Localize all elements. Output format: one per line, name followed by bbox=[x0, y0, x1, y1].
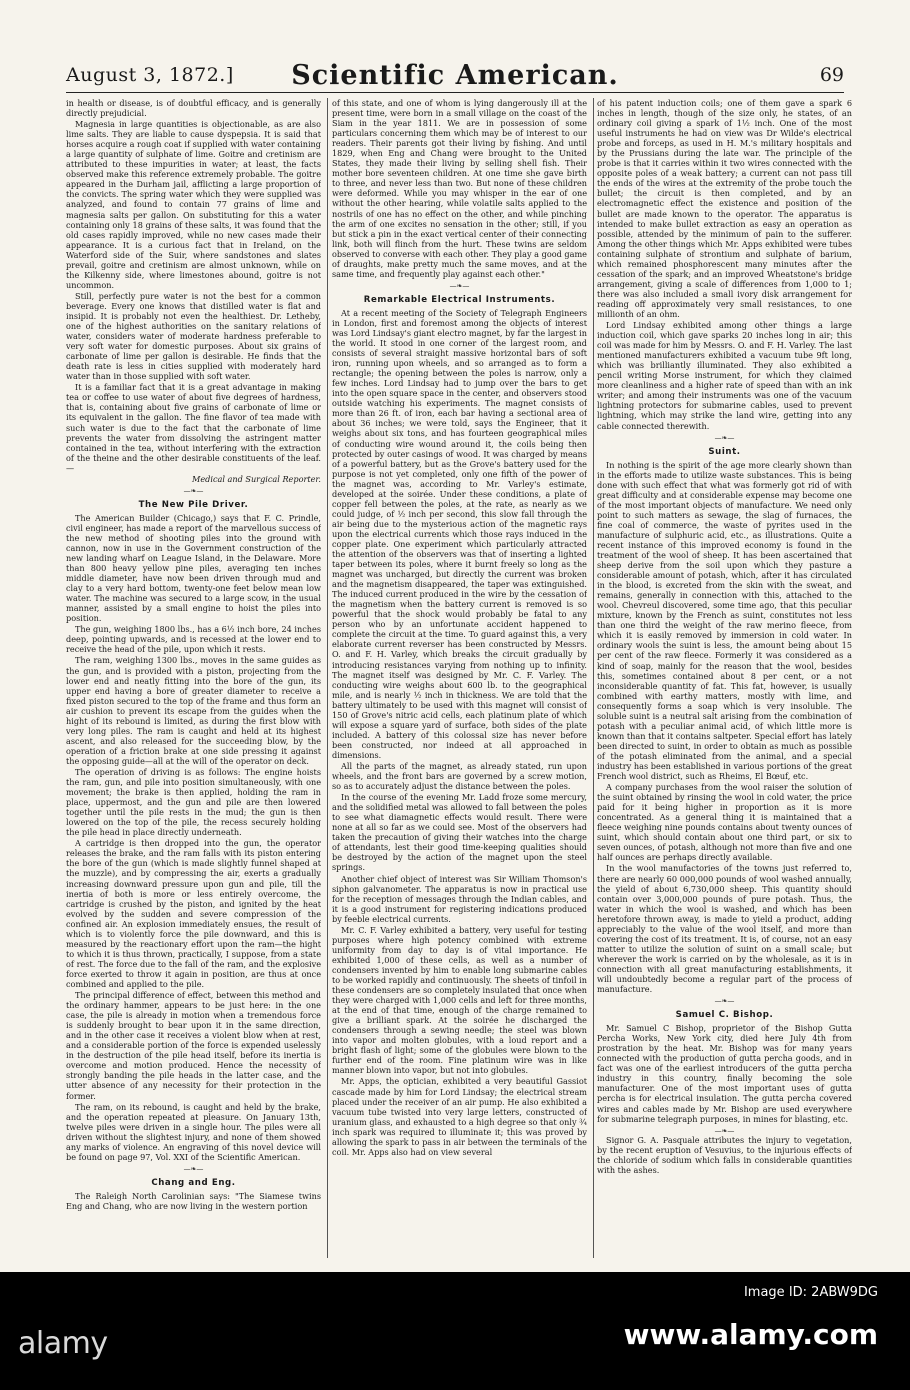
paragraph: The ram, weighing 1300 lbs., moves in the same guides as the gun, and is provided with a piston, projecting from the lower end and neatly fitting into the bore of the gun, its upper end having a bore of greater diameter to receive a fixed piston secured to the top of the frame and thus form an air cushion to prevent its escape from the guides when the hight of its rebound is limited, as during the first blow with very long piles. The ram is caught and held at its highest ascent, and also released for the succeeding blow, by the operation of a friction brake at one side pressing it against the opposing guide—all at the will of the operator on deck. bbox=[66, 655, 321, 766]
article-columns bbox=[66, 98, 852, 1258]
paragraph: Lord Lindsay exhibited among other things a large induction coil, which gave sparks 20 inches long in air; this coil was made for him by Messrs. O. and F. H. Varley. The last mentioned manufacturers exhibited a vacuum tube 9ft long, which was brilliantly illuminated. They also exhibited a pencil writing Morse instrument, for which they claimed more cleanliness and a higher rate of speed than with an ink writer; and among their instruments was one of the vacuum lightning protectors for submarine cables, used to prevent lightning, which may strike the land wire, getting into any cable connected therewith. bbox=[597, 320, 852, 431]
headline-suint: Suint. bbox=[708, 446, 741, 457]
column-right bbox=[597, 98, 852, 1258]
paragraph: The gun, weighing 1800 lbs., has a 6½ inch bore, 24 inches deep, pointing upwards, and is recessed at the lower end to receive the head of the pile, upon which it rests. bbox=[66, 624, 321, 655]
headline-electrical-instruments: Remarkable Electrical Instruments. bbox=[363, 294, 556, 305]
paragraph: The ram, on its rebound, is caught and held by the brake, and the operation repeated at pleasure. On January 13th, twelve piles were driven in a single hour. The piles were all driven without the slightest injury, and none of them showed any marks of violence. An engraving of this novel device will be found on page 97, Vol. XXI of the Scientific American. bbox=[66, 1101, 321, 1162]
stock-credit-bar bbox=[0, 1272, 910, 1390]
paragraph: The principal difference of effect, between this method and the ordinary hammer, appears to be just here: in the one case, the pile is already in motion when a tremendous force is suddenly brought to bear upon it in the same direction, and in the other case it receives a violent blow when at rest, and a considerable portion of the force is expended uselessly in the destruction of the pile head itself, before its inertia is overcome and motion produced. Hence the necessity of strongly banding the pile heads in the latter case, and the utter absence of any necessity for their protection in the former. bbox=[66, 990, 321, 1101]
image-id-label: Image ID: 2ABW9DG bbox=[743, 1285, 878, 1300]
page-number: 69 bbox=[819, 64, 844, 86]
paragraph: At a recent meeting of the Society of Telegraph Engineers in London, first and foremost among the objects of interest was Lord Lindsay's giant electro magnet, by far the largest in the world. It stood in one corner of the largest room, and consists of several straight massive horizontal bars of soft iron, running upon wheels, and so arranged as to form a rectangle; the opening between the poles is narrow, only a few inches. Lord Lindsay had to jump over the bars to get into the open square space in the center, and observers stood outside watching his experiments. The magnet consists of more than 26 ft. of iron, each bar having a sectional area of about 36 inches; we were told, says the Engineer, that it weighs about six tons, and has fourteen geographical miles of conducting wire wound around it, the coils being then protected by outer casings of wood. It was charged by means of a powerful battery, but as the Grove's battery used for the purpose is not yet completed, only one fifth of the power of the magnet was, according to Mr. Varley's estimate, developed at the soirée. Under these conditions, a plate of copper fell between the poles, at the rate, as nearly as we could judge, of ½ inch per second, this slow fall through the air being due to the mysterious action of the magnetic rays upon the electrical currents which those rays induced in the copper plate. One experiment which particularly attracted the attention of the observers was that of inserting a lighted taper between its poles, where it burnt freely so long as the magnet was uncharged, but directly the current was broken and the magnetism disappeared, the taper was extinguished. The induced current produced in the wire by the cessation of the magnetism when the battery current is removed is so powerful that the shock would probably be fatal to any person who by an unfortunate accident happened to complete the circuit at the time. To guard against this, a very elaborate current reverser has been constructed by Messrs. O. and F. H. Varley, which breaks the circuit gradually by introducing resistances varying from nothing up to infinity. The magnet itself was designed by Mr. C. F. Varley. The conducting wire weighs about 600 lb. to the geographical mile, and is nearly ½ inch in thickness. We are told that the battery ultimately to be used with this magnet will consist of 150 of Grove's nitric acid cells, each platinum plate of which will expose a square yard of surface, both sides of the plate included. A battery of this colossal size has never before been constructed, nor indeed at all approached in dimensions. bbox=[332, 307, 587, 760]
headline-samuel-bishop: Samuel C. Bishop. bbox=[675, 1010, 774, 1021]
page-header bbox=[66, 62, 844, 93]
paragraph: Still, perfectly pure water is not the best for a common beverage. Every one knows that distilled water is flat and insipid. It is probably not even the healthiest. Dr. Letheby, one of the highest authorities on the sanitary relations of water, considers water of moderate hardness preferable to very soft water for domestic purposes. About six grains of carbonate of lime per gallon is desirable. He finds that the death rate is less in cities supplied with moderately hard water than in those supplied with soft water. bbox=[66, 290, 321, 382]
ornament-divider: —❧— bbox=[183, 1164, 204, 1173]
paragraph: A company purchases from the wool raiser the solution of the suint obtained by rinsing the wool in cold water, the price paid for it being higher in proportion as it is more concentrated. As a general thing it is maintained that a fleece weighing nine pounds contains about twenty ounces of suint, which should contain about one third part, or six to seven ounces, of potash, although not more than five and one half ounces are perhaps directly available. bbox=[597, 782, 852, 863]
paragraph: The Raleigh North Carolinian says: "The Siamese twins Eng and Chang, who are now living in the western portion bbox=[66, 1190, 321, 1211]
column-divider bbox=[593, 98, 594, 1258]
paragraph: It is a familiar fact that it is a great advantage in making tea or coffee to use water of about five degrees of hardness, that is, containing about five grains of carbonate of lime or its equivalent in the gallon. The fine flavor of tea made with such water is due to the fact that the carbonate of lime prevents the water from dissolving the astringent matter contained in the tea, without interfering with the extraction of the theine and the other desirable constituents of the leaf.— bbox=[66, 382, 321, 473]
paragraph: Mr. C. F. Varley exhibited a battery, very useful for testing purposes where high potency combined with extreme uniformity from day to day is of vital importance. He exhibited 1,000 of these cells, as well as a number of condensers invented by him to enable long submarine cables to be worked rapidly and continuously. The sheets of tinfoil in these condensers are so completely insulated that once when they were charged with 1,000 cells and left for three months, at the end of that time, enough of the charge remained to give a brilliant spark. At the soirée he discharged the condensers through a sewing needle; the steel was blown into vapor and molten globules, with a loud report and a bright flash of light; some of the globules were blown to the further end of the room. Fine platinum wire was in like manner blown into vapor, but not into globules. bbox=[332, 924, 587, 1076]
issue-date: August 3, 1872.] bbox=[66, 64, 234, 86]
paragraph: in health or disease, is of doubtful efficacy, and is generally directly prejudicial. bbox=[66, 98, 321, 119]
paragraph: In nothing is the spirit of the age more clearly shown than in the efforts made to utilize waste substances. This is being done with such effect that what was formerly got rid of with great difficulty and at considerable expense may become one of the most important objects of manufacture. We need only point to such matters as sewage, the slag of furnaces, the fine coal of commerce, the waste of pyrites used in the manufacture of sulphuric acid, etc., as illustrations. Quite a recent instance of this improved economy is found in the treatment of the wool of sheep. It has been ascertained that sheep derive from the soil upon which they pasture a considerable amount of potash, which, after it has circulated in the blood, is excreted from the skin with the sweat, and remains, generally in connection with this, attached to the wool. Chevreul discovered, some time ago, that this peculiar mixture, known by the French as suint, constitutes not less than one third the weight of the raw merino fleece, from which it is easily removed by immersion in cold water. In ordinary wools the suint is less, the amount being about 15 per cent of the raw fleece. Formerly it was considered as a kind of soap, mainly for the reason that the wool, besides this, sometimes contained about 8 per cent, or a not inconsiderable quantity of fat. This fat, however, is usually combined with earthy matters, mostly with lime, and consequently forms a soap which is very insoluble. The soluble suint is a neutral salt arising from the combination of potash with a peculiar animal acid, of which little more is known than that it contains saltpeter. Special effort has lately been directed to suint, in order to obtain as much as possible of the potash eliminated from the animal, and a special industry has been established in various portions of the great French wool district, such as Rheims, El Bœuf, etc. bbox=[597, 459, 852, 782]
column-left bbox=[66, 98, 321, 1258]
paragraph: Another chief object of interest was Sir William Thomson's siphon galvanometer. The apparatus is now in practical use for the reception of messages through the Indian cables, and it is a good instrument for registering indications produced by feeble electrical currents. bbox=[332, 873, 587, 924]
masthead-title: Scientific American. bbox=[291, 60, 619, 91]
ornament-divider: —❧— bbox=[183, 486, 204, 495]
credit-url: www.alamy.com bbox=[623, 1318, 878, 1351]
paragraph: The American Builder (Chicago,) says that F. C. Prindle, civil engineer, has made a report of the marvellous success of the new method of shooting piles into the ground with cannon, now in use in the Government construction of the new landing wharf on League Island, in the Delaware. More than 800 heavy yellow pine piles, averaging ten inches middle diameter, have now been driven through mud and clay to a very hard bottom, twenty-one feet below mean low water. The machine was secured to a large scow, in the usual manner, assisted by a small engine to hoist the piles into position. bbox=[66, 512, 321, 624]
alamy-logo bbox=[18, 1326, 108, 1361]
headline-chang-and-eng: Chang and Eng. bbox=[151, 1177, 236, 1188]
ornament-divider: —❧— bbox=[714, 433, 735, 442]
paragraph: of his patent induction coils; one of them gave a spark 6 inches in length, though of the size only, he states, of an ordinary coil giving a spark of 1½ inch. One of the most useful instruments he had on view was Dr Wilde's electrical probe and forceps, as used in H. M.'s military hospitals and by the Prussians during the late war. The principle of the probe is that it carries within it two wires connected with the opposite poles of a weak battery; a current can not pass till the ends of the wires at the extremity of the probe touch the bullet; the circuit is then completed, and by an electromagnetic effect the existence and position of the bullet are made known to the operator. The apparatus is intended to make bullet extraction as easy an operation as possible, attended by the minimum of pain to the sufferer. Among the other things which Mr. Apps exhibited were tubes containing sulphate of strontium and sulphate of barium, which remained phosphorescent many minutes after the cessation of the spark; and an improved Wheatstone's bridge arrangement, giving a scale of differences from 1,000 to 1; there was also included a small ivory disk arrangement for reading off approximately very small resistances, to one millionth of an ohm. bbox=[597, 98, 852, 319]
headline-pile-driver: The New Pile Driver. bbox=[138, 499, 249, 510]
column-middle bbox=[332, 98, 587, 1258]
paragraph: Magnesia in large quantities is objectionable, as are also lime salts. They are liable to cause dyspepsia. It is said that horses acquire a rough coat if supplied with water containing a large quantity of sulphate of lime. Goitre and cretinism are attributed to these impurities in water; at least, the facts observed make this reference extremely probable. The goitre appeared in the Durham jail, afflicting a large proportion of the convicts. The spring water which they were supplied was analyzed, and found to contain 77 grains of lime and magnesia salts per gallon. On substituting for this a water containing only 18 grains of these salts, it was found that the old cases rapidly improved, while no new cases made their appearance. It is a curious fact that in Ireland, on the Waterford side of the Suir, where sandstones and slates prevail, goitre and cretinism are almost unknown, while on the Kilkenny side, where limestones abound, goitre is not uncommon. bbox=[66, 119, 321, 290]
paragraph: Mr. Samuel C Bishop, proprietor of the Bishop Gutta Percha Works, New York city, died here July 4th from prostration by the heat. Mr. Bishop was for many years connected with the production of gutta percha goods, and in fact was one of the earliest introducers of the gutta percha industry in this country, finally becoming the sole manufacturer. One of the most important uses of gutta percha is for electrical insulation. The gutta percha covered wires and cables made by Mr. Bishop are used everywhere for submarine telegraph purposes, in mines for blasting, etc. bbox=[597, 1023, 852, 1124]
ornament-divider: —❧— bbox=[449, 281, 470, 290]
column-divider bbox=[327, 98, 328, 1258]
ornament-divider: —❧— bbox=[714, 997, 735, 1006]
paragraph: In the wool manufactories of the towns just referred to, there are nearly 60 000,000 pounds of wool washed annually, the yield of about 6,730,000 sheep. This quantity should contain over 3,000,000 pounds of pure potash. Thus, the water in which the wool is washed, and which has been heretofore thrown away, is made to yield a product, adding appreciably to the value of the wool itself, and more than covering the cost of its treatment. It is, of course, not an easy matter to utilize the solution of suint on a small scale; but wherever the work is carried on by the wholesale, as it is in connection with all great manufacturing establishments, it will undoubtedly become a regular part of the process of manufacture. bbox=[597, 863, 852, 995]
paragraph: The operation of driving is as follows: The engine hoists the ram, gun, and pile into position simultaneously, with one movement; the brake is then applied, holding the ram in place, uppermost, and the gun and pile are then lowered together until the pile rests in the mud; the gun is then lowered on the top of the pile, the recess securely holding the pile head in place directly underneath. bbox=[66, 767, 321, 838]
paragraph: A cartridge is then dropped into the gun, the operator releases the brake, and the ram falls with its piston entering the bore of the gun (which is made slightly funnel shaped at the muzzle), and by compressing the air, exerts a gradually increasing downward pressure upon gun and pile, till the inertia of both is more or less entirely overcome, the cartridge is crushed by the piston, and ignited by the heat evolved by the sudden and severe compression of the confined air. An explosion immediately ensues, the result of which is to violently force the pile downward, and this is measured by the reactionary effort upon the ram—the hight to which it is thus thrown, practically, I suppose, from a state of rest. The force due to the fall of the ram, and the explosive force exerted to throw it again in position, are thus at once combined and applied to the pile. bbox=[66, 838, 321, 989]
paragraph: Signor G. A. Pasquale attributes the injury to vegetation, by the recent eruption of Vesuvius, to the injurious effects of the chloride of sodium which falls in considerable quantities with the ashes. bbox=[597, 1134, 852, 1175]
paragraph: All the parts of the magnet, as already stated, run upon wheels, and the front bars are governed by a screw motion, so as to accurately adjust the distance between the poles. bbox=[332, 761, 587, 792]
logo-text: alamy bbox=[18, 1326, 108, 1361]
source-credit: Medical and Surgical Reporter. bbox=[192, 473, 321, 484]
paragraph: of this state, and one of whom is lying dangerously ill at the present time, were born in a small village on the coast of the Siam in the year 1811. We are in possession of some particulars concerning them which may be of interest to our readers. Their parents got their living by fishing. And until 1829, when Eng and Chang were brought to the United States, they made their living by selling shell fish. Their mother bore seventeen children. At one time she gave birth to three, and never less than two. But none of these children were deformed. While you may whisper in the ear of one without the other hearing, while volatile salts applied to the nostrils of one has no effect on the other, and while pinching the arm of one excites no sensation in the other; still, if you but stick a pin in the exact vertical center of their connecting link, both will flinch from the hurt. These twins are seldom observed to converse with each other. They play a good game of draughts, make pretty much the same moves, and at the same time, and frequently play against each other." bbox=[332, 98, 587, 279]
ornament-divider: —❧— bbox=[714, 1126, 735, 1135]
paragraph: Mr. Apps, the optician, exhibited a very beautiful Gassiot cascade made by him for Lord Lindsay; the electrical stream placed under the receiver of an air pump. He also exhibited a vacuum tube twisted into very large letters, constructed of uranium glass, and exhausted to a high degree so that only ¾ inch spark was required to illuminate it; this was proved by allowing the spark to pass in air between the terminals of the coil. Mr. Apps also had on view several bbox=[332, 1076, 587, 1157]
paragraph: In the course of the evening Mr. Ladd froze some mercury, and the solidified metal was allowed to fall between the poles to see what diamagnetic effects would result. There were none at all so far as we could see. Most of the observers had taken the precaution of giving their watches into the charge of attendants, lest their good time-keeping qualities should be destroyed by the action of the magnet upon the steel springs. bbox=[332, 792, 587, 873]
